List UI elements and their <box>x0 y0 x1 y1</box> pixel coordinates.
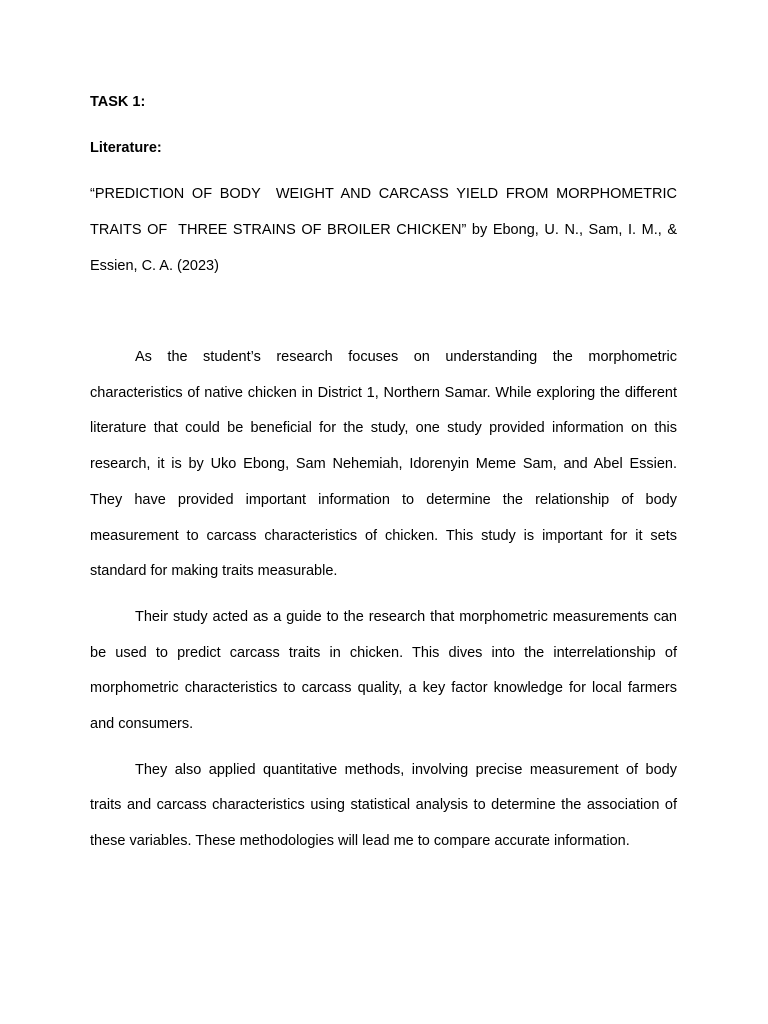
citation-text: “PREDICTION OF BODY WEIGHT AND CARCASS YIELD FROM MORPHOMETRIC TRAITS OF THREE STRAINS OF BROILER CHICKEN” by Ebong, U. N., Sam, I. M., & Essien, C. A. (2023) <box>90 186 682 274</box>
paragraph-2: Their study acted as a guide to the research that morphometric measurements can be used to predict carcass traits in chicken. This dives into the interrelationship of morphometric characteristics to carcass quality, a key factor knowledge for local farmers and consumers. <box>90 608 677 733</box>
paragraph-3: They also applied quantitative methods, involving precise measurement of body traits and carcass characteristics using statistical analysis to determine the association of these variables. These methodologies will lead me to compare accurate information. <box>90 761 677 850</box>
literature-heading: Literature: <box>90 140 162 156</box>
document-page <box>90 0 682 1024</box>
body-text <box>90 340 677 870</box>
task-heading: TASK 1: <box>90 94 146 110</box>
paragraph-1: As the student’s research focuses on understanding the morphometric characteristics of native chicken in District 1, Northern Samar. While exploring the different literature that could be beneficial for the study, one study provided information on this research, it is by Uko Ebong, Sam Nehemiah, Idorenyin Meme Sam, and Abel Essien. They have provided important information to determine the relationship of body measurement to carcass characteristics of chicken. This study is important for it sets standard for making traits measurable. <box>90 349 677 580</box>
